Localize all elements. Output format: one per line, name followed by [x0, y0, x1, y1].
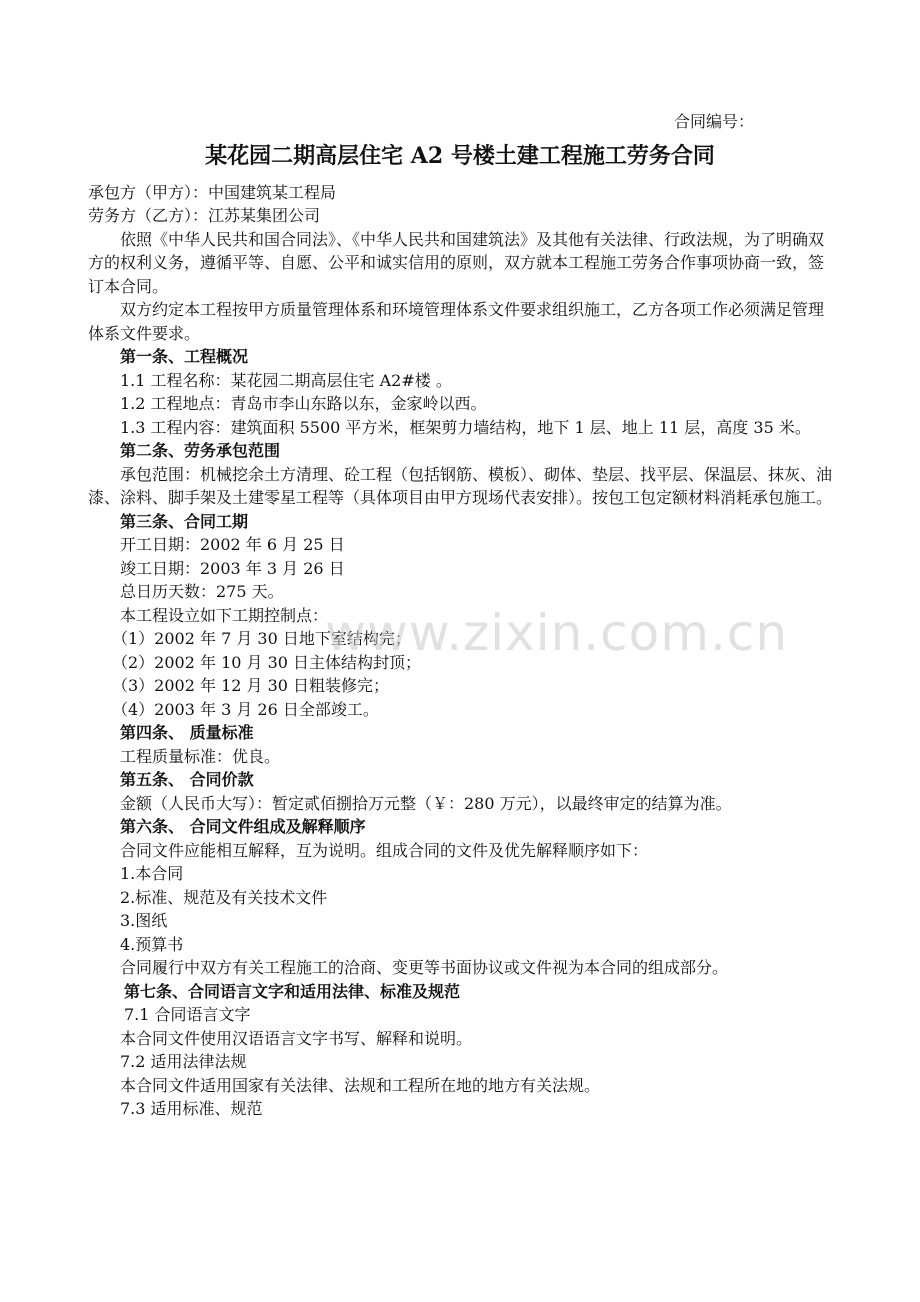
- article-heading: 第六条、 合同文件组成及解释顺序: [120, 817, 366, 836]
- article-item: 1.1 工程名称：某花园二期高层住宅 A2#楼 。: [120, 370, 452, 390]
- list-item: 1.本合同: [120, 864, 184, 883]
- contract-document: [88, 110, 832, 1121]
- article-text: 工程质量标准：优良。: [120, 746, 281, 766]
- start-date: 开工日期：2002 年 6 月 25 日: [120, 535, 345, 554]
- party-a: 承包方（甲方）：中国建筑某工程局: [88, 182, 337, 202]
- subsection-title: 7.1 合同语言文字: [124, 1005, 251, 1024]
- end-date: 竣工日期：2003 年 3 月 26 日: [120, 558, 345, 578]
- article-heading: 第二条、劳务承包范围: [120, 441, 281, 460]
- intro-paragraph: 依照《中华人民共和国合同法》、《中华人民共和国建筑法》及其他有关法律、行政法规，为了明确双方的权利义务，遵循平等、自愿、公平和诚实信用的原则，双方就本工程施工劳务合作事项协商一致，签订本合同。: [88, 229, 825, 296]
- control-point: （4）2003 年 3 月 26 日全部竣工。: [112, 699, 379, 719]
- control-point: （3）2002 年 12 月 30 日粗装修完；: [112, 676, 390, 695]
- article-heading: 第五条、 合同价款: [120, 770, 254, 789]
- control-point: （1）2002 年 7 月 30 日地下室结构完；: [112, 629, 411, 648]
- article-text: 合同履行中双方有关工程施工的洽商、变更等书面协议或文件视为本合同的组成部分。: [120, 958, 729, 977]
- article-item: 1.3 工程内容：建筑面积 5500 平方米，框架剪力墙结构，地下 1 层、地上 11 层，高度 35 米。: [120, 417, 811, 437]
- article-heading: 第四条、 质量标准: [120, 723, 254, 742]
- article-heading: 第一条、工程概况: [120, 347, 249, 366]
- article-heading: 第七条、合同语言文字和适用法律、标准及规范: [124, 981, 461, 1001]
- article-text: 承包范围：机械挖余土方清理、砼工程（包括钢筋、模板）、砌体、垫层、找平层、保温层、抹灰、油漆、涂料、脚手架及土建零星工程等（具体项目由甲方现场代表安排）。按包工包定额材料消耗承包施工。: [88, 464, 833, 507]
- subsection-title: 7.3 适用标准、规范: [120, 1099, 263, 1118]
- party-b: 劳务方（乙方）：江苏某集团公司: [88, 206, 321, 225]
- document-title: 某花园二期高层住宅 A2 号楼土建工程施工劳务合同: [205, 142, 715, 169]
- article-text: 本合同文件使用汉语语言文字书写、解释和说明。: [120, 1028, 473, 1048]
- article-item: 1.2 工程地点：青岛市李山东路以东，金家岭以西。: [120, 394, 487, 413]
- intro-paragraph: 双方约定本工程按甲方质量管理体系和环境管理体系文件要求组织施工，乙方各项工作必须满足管理体系文件要求。: [88, 300, 825, 343]
- contract-number-label: 合同编号：: [673, 112, 754, 131]
- control-points-intro: 本工程设立如下工期控制点：: [120, 605, 329, 625]
- article-text: 金额（人民币大写）：暂定贰佰捌拾万元整（￥：280 万元），以最终审定的结算为准。: [120, 793, 732, 813]
- total-days: 总日历天数：275 天。: [120, 582, 284, 601]
- subsection-title: 7.2 适用法律法规: [120, 1052, 247, 1071]
- list-item: 4.预算书: [120, 934, 184, 954]
- control-point: （2）2002 年 10 月 30 日主体结构封顶；: [112, 652, 422, 672]
- article-heading: 第三条、合同工期: [120, 511, 249, 531]
- watermark: www.zixin.com.cn: [325, 604, 789, 662]
- article-text: 合同文件应能相互解释，互为说明。组成合同的文件及优先解释顺序如下：: [120, 840, 649, 860]
- article-text: 本合同文件适用国家有关法律、法规和工程所在地的地方有关法规。: [120, 1075, 601, 1095]
- list-item: 3.图纸: [120, 911, 168, 930]
- list-item: 2.标准、规范及有关技术文件: [120, 887, 328, 907]
